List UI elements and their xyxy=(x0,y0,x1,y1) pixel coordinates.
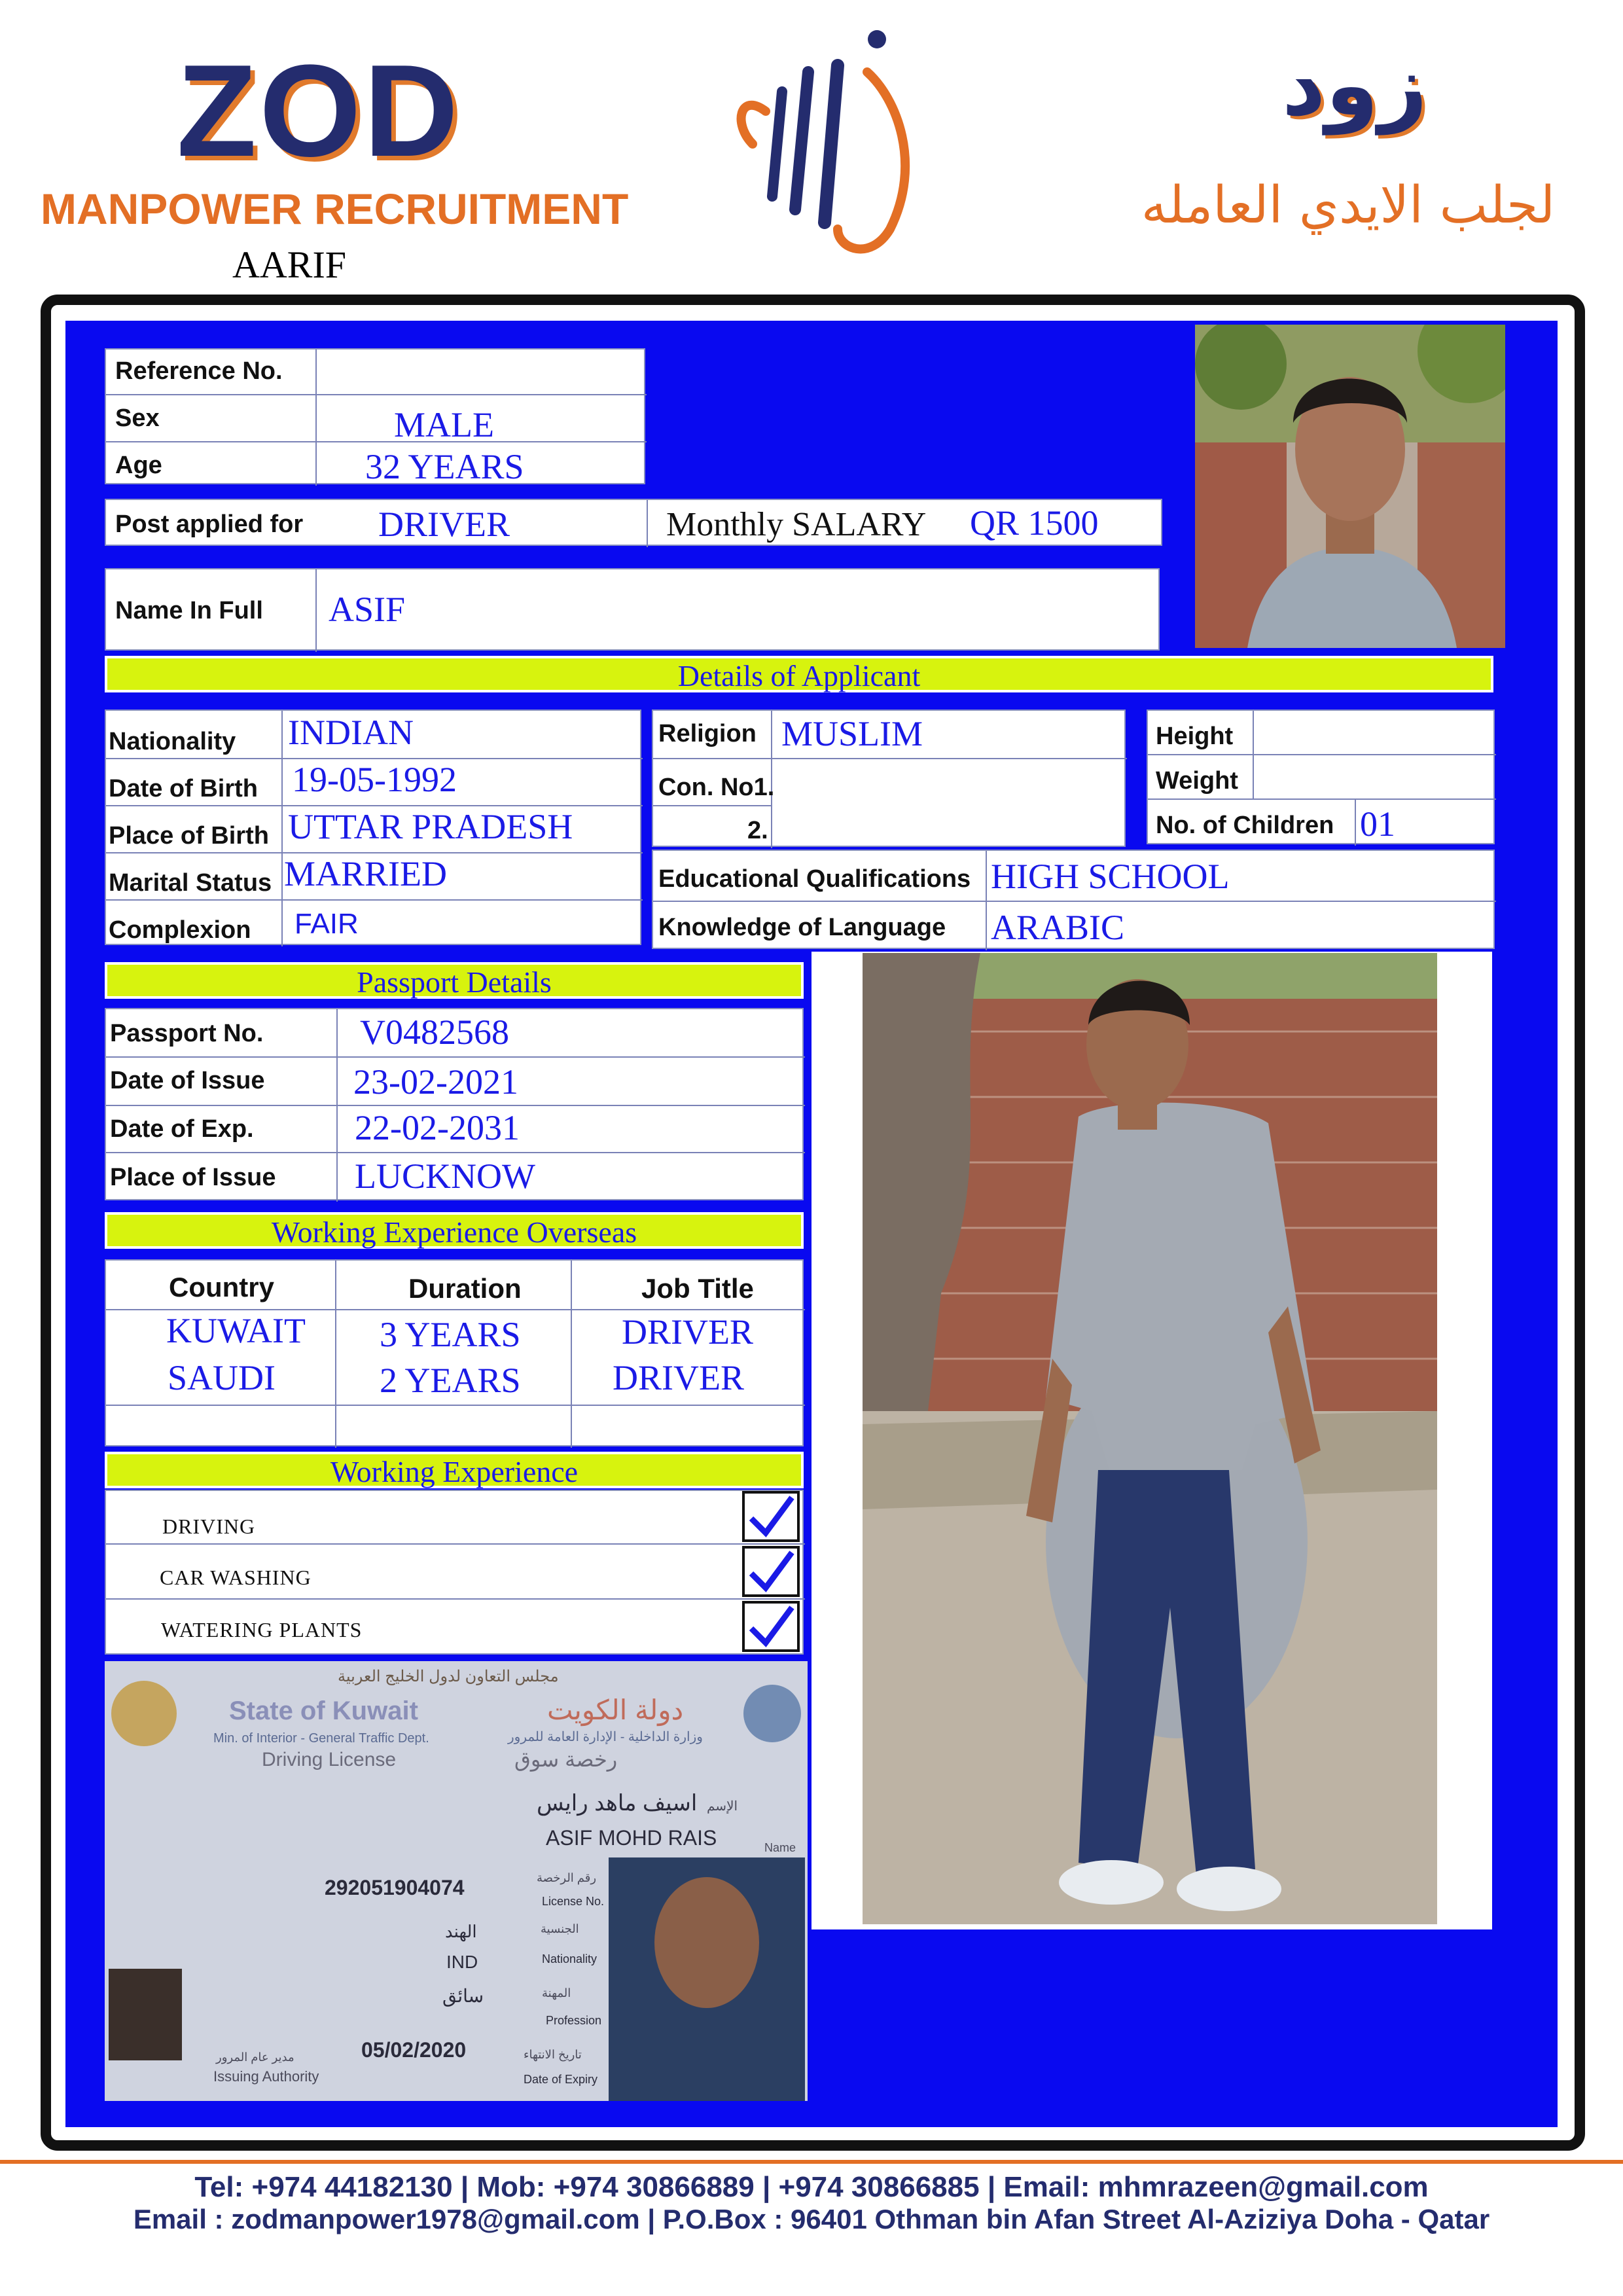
education-language-table xyxy=(652,850,1495,949)
footer-contact-line: Tel: +974 44182130 | Mob: +974 30866889 | +974 30866885 | Email: mhmrazeen@gmail.com xyxy=(194,2171,1429,2203)
license-number-label-ar: رقم الرخصة xyxy=(537,1871,597,1884)
brand-subtitle: MANPOWER RECRUITMENT xyxy=(41,185,629,233)
agent-name: AARIF xyxy=(232,243,347,286)
salary-value: QR 1500 xyxy=(970,503,1099,543)
religion-label: Religion xyxy=(658,720,757,747)
license-nationality: IND xyxy=(446,1952,478,1972)
passport-exp-label: Date of Exp. xyxy=(110,1115,254,1143)
overseas-header-job: Job Title xyxy=(641,1273,754,1304)
driving-license-photo xyxy=(105,1661,808,2101)
post-salary-row xyxy=(105,499,1162,546)
details-section-title: Details of Applicant xyxy=(105,656,1493,692)
passport-number-label: Passport No. xyxy=(110,1020,264,1047)
license-state-en: State of Kuwait xyxy=(229,1696,418,1725)
license-name-label-ar: الإسم xyxy=(707,1799,738,1814)
overseas-row2-country: SAUDI xyxy=(168,1358,276,1397)
overseas-header-country: Country xyxy=(169,1272,274,1302)
check-icon xyxy=(745,1494,797,1539)
salary-label: Monthly SALARY xyxy=(666,506,927,543)
driving-checkbox xyxy=(742,1491,800,1542)
name-value: ASIF xyxy=(329,590,406,629)
license-name-en: ASIF MOHD RAIS xyxy=(546,1826,717,1850)
company-logo-icon xyxy=(726,13,936,262)
physical-details-table xyxy=(1147,709,1495,844)
marital-value: MARRIED xyxy=(284,854,448,893)
license-expiry: 05/02/2020 xyxy=(361,2038,467,2062)
license-name-ar: اسيف ماهد رايس xyxy=(537,1791,698,1816)
overseas-header-duration: Duration xyxy=(408,1273,522,1304)
experience-section-title: Working Experience xyxy=(105,1452,804,1488)
education-value: HIGH SCHOOL xyxy=(991,857,1230,896)
overseas-row2-job: DRIVER xyxy=(613,1358,744,1397)
footer-address-line: Email : zodmanpower1978@gmail.com | P.O.Box : 96401 Othman bin Afan Street Al-Aziziya Doha - Qatar xyxy=(133,2204,1490,2234)
license-doc-en: Driving License xyxy=(262,1749,397,1770)
post-label: Post applied for xyxy=(115,511,304,538)
language-label: Knowledge of Language xyxy=(658,914,946,941)
marital-label: Marital Status xyxy=(109,869,272,897)
sex-value: MALE xyxy=(394,405,494,444)
age-label: Age xyxy=(115,452,162,479)
passport-number-value: V0482568 xyxy=(360,1013,509,1052)
license-name-label: Name xyxy=(764,1841,796,1854)
contact1-label: Con. No1. xyxy=(658,774,775,801)
passport-exp-value: 22-02-2031 xyxy=(355,1108,520,1147)
license-profession-ar: سائق xyxy=(442,1986,484,2006)
weight-label: Weight xyxy=(1156,767,1238,795)
overseas-row1-duration: 3 YEARS xyxy=(380,1315,521,1354)
footer-divider xyxy=(0,2160,1623,2164)
nationality-value: INDIAN xyxy=(288,713,414,752)
basic-info-table xyxy=(105,348,645,484)
reference-label: Reference No. xyxy=(115,357,283,385)
dob-label: Date of Birth xyxy=(109,775,258,802)
children-value: 01 xyxy=(1360,804,1395,844)
religion-value: MUSLIM xyxy=(781,714,923,753)
overseas-section-title: Working Experience Overseas xyxy=(105,1212,804,1249)
brand-arabic-subtitle: لجلب الايدي العامله xyxy=(1141,176,1556,235)
license-doc-ar: رخصة سوق xyxy=(514,1748,618,1771)
education-label: Educational Qualifications xyxy=(658,865,971,893)
passport-issue-label: Date of Issue xyxy=(110,1067,265,1094)
license-dept-ar: وزارة الداخلية - الإدارة العامة للمرور xyxy=(508,1730,703,1744)
license-profession-label: Profession xyxy=(546,2014,602,2027)
brand-title: ZOD xyxy=(177,38,461,184)
experience-item-car-washing: CAR WASHING xyxy=(160,1566,312,1589)
overseas-row2-duration: 2 YEARS xyxy=(380,1361,521,1400)
passport-table xyxy=(105,1008,804,1200)
dob-value: 19-05-1992 xyxy=(292,760,457,799)
car-washing-checkbox xyxy=(742,1546,800,1597)
passport-issue-value: 23-02-2021 xyxy=(353,1062,518,1102)
sex-label: Sex xyxy=(115,404,160,432)
full-body-photo-frame xyxy=(812,952,1492,1929)
name-row xyxy=(105,568,1160,651)
license-gcc-arabic: مجلس التعاون لدول الخليج العربية xyxy=(338,1668,559,1685)
passport-place-label: Place of Issue xyxy=(110,1164,276,1191)
license-nationality-label-ar: الجنسية xyxy=(541,1922,579,1935)
post-value: DRIVER xyxy=(378,505,510,544)
experience-item-watering-plants: WATERING PLANTS xyxy=(161,1618,363,1641)
license-authority-ar: مدير عام المرور xyxy=(216,2051,294,2064)
license-authority: Issuing Authority xyxy=(213,2068,319,2085)
brand-arabic-title: زود xyxy=(1281,35,1428,135)
applicant-full-body-photo xyxy=(863,953,1437,1924)
age-value: 32 YEARS xyxy=(365,447,524,486)
license-nationality-ar: الهند xyxy=(445,1922,477,1941)
license-profession-label-ar: المهنة xyxy=(542,1986,571,2000)
complexion-label: Complexion xyxy=(109,916,251,944)
nationality-label: Nationality xyxy=(109,728,236,755)
check-icon xyxy=(745,1604,797,1649)
complexion-value: FAIR xyxy=(294,908,359,940)
license-expiry-label: Date of Expiry xyxy=(524,2073,598,2086)
applicant-portrait-photo xyxy=(1195,325,1505,648)
watering-plants-checkbox xyxy=(742,1601,800,1652)
children-label: No. of Children xyxy=(1156,812,1334,839)
license-nationality-label: Nationality xyxy=(542,1952,597,1965)
check-icon xyxy=(745,1549,797,1594)
overseas-row1-country: KUWAIT xyxy=(166,1311,306,1350)
overseas-table xyxy=(105,1259,804,1446)
name-label: Name In Full xyxy=(115,597,263,624)
religion-contact-table xyxy=(652,709,1126,847)
passport-place-value: LUCKNOW xyxy=(355,1157,535,1196)
pob-label: Place of Birth xyxy=(109,822,269,850)
license-state-ar: دولة الكويت xyxy=(547,1695,684,1725)
passport-section-title: Passport Details xyxy=(105,962,804,999)
license-number-label: License No. xyxy=(542,1895,605,1908)
experience-item-driving: DRIVING xyxy=(162,1515,256,1538)
pob-value: UTTAR PRADESH xyxy=(288,807,573,846)
language-value: ARABIC xyxy=(991,908,1125,947)
license-dept-en: Min. of Interior - General Traffic Dept. xyxy=(213,1731,429,1746)
license-number: 292051904074 xyxy=(325,1876,465,1899)
contact2-label: 2. xyxy=(747,817,768,844)
experience-table xyxy=(105,1490,804,1655)
height-label: Height xyxy=(1156,723,1234,750)
license-expiry-label-ar: تاريخ الانتهاء xyxy=(524,2048,582,2061)
overseas-row1-job: DRIVER xyxy=(622,1312,753,1352)
personal-details-table xyxy=(105,709,641,945)
